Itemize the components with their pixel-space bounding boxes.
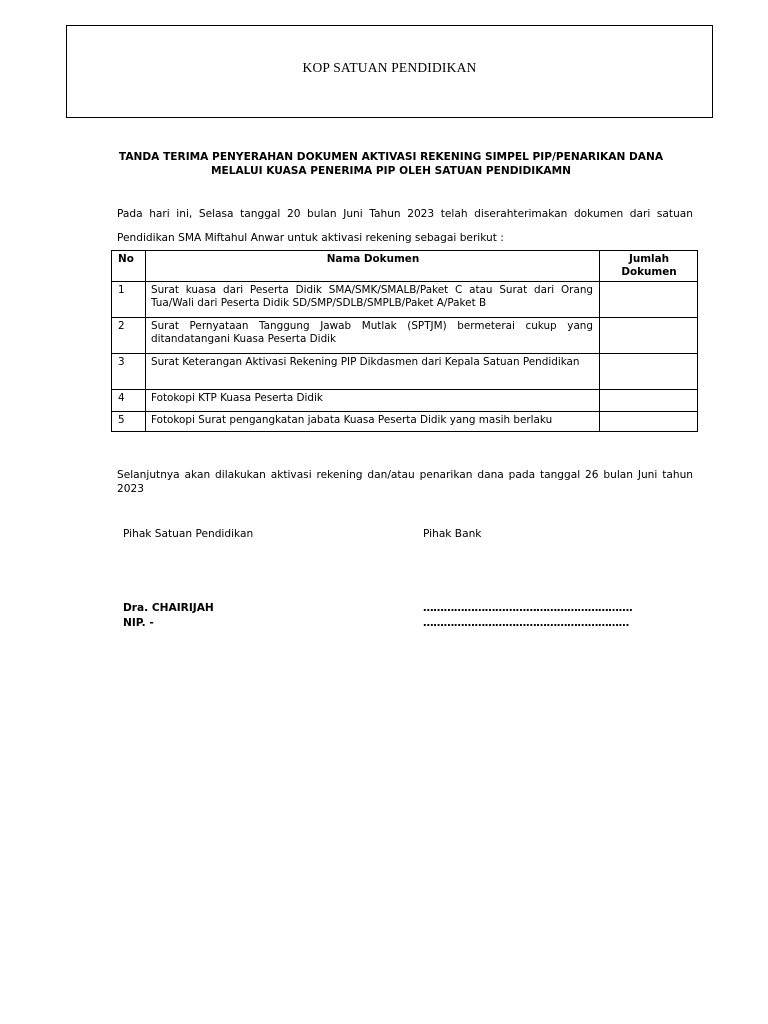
header-no: No xyxy=(112,251,146,282)
document-table xyxy=(111,250,698,432)
table-row xyxy=(112,318,698,354)
row-document-name: Fotokopi KTP Kuasa Peserta Didik xyxy=(146,390,600,412)
document-title-line-1: TANDA TERIMA PENYERAHAN DOKUMEN AKTIVASI REKENING SIMPEL PIP/PENARIKAN DANA xyxy=(118,151,664,163)
row-number: 4 xyxy=(112,390,146,412)
school-signatory-name: Dra. CHAIRIJAH xyxy=(123,602,214,614)
row-number: 3 xyxy=(112,354,146,390)
table-row xyxy=(112,390,698,412)
row-number: 1 xyxy=(112,282,146,318)
row-document-count xyxy=(600,412,698,432)
closing-paragraph: Selanjutnya akan dilakukan aktivasi rekening dan/atau penarikan dana pada tanggal 26 bulan Juni tahun 2023 xyxy=(117,469,693,495)
header-document-count: Jumlah Dokumen xyxy=(600,251,698,282)
bank-signatory-nip-blank: …………………………………………………… xyxy=(423,617,629,629)
row-document-name: Surat Pernyataan Tanggung Jawab Mutlak (SPTJM) bermeterai cukup yang ditandatangani Kuasa Peserta Didik xyxy=(146,318,600,354)
school-party-label: Pihak Satuan Pendidikan xyxy=(123,528,254,540)
row-number: 5 xyxy=(112,412,146,432)
school-signatory-nip: NIP. - xyxy=(123,617,154,629)
row-document-name: Surat Keterangan Aktivasi Rekening PIP Dikdasmen dari Kepala Satuan Pendidikan xyxy=(146,354,600,390)
row-document-count xyxy=(600,318,698,354)
table-header-row xyxy=(112,251,698,282)
row-document-count xyxy=(600,390,698,412)
table-row xyxy=(112,282,698,318)
row-number: 2 xyxy=(112,318,146,354)
bank-signatory-name-blank: ……………………………………………………. xyxy=(423,602,633,614)
row-document-name: Surat kuasa dari Peserta Didik SMA/SMK/SMALB/Paket C atau Surat dari Orang Tua/Wali dari Peserta Didik SD/SMP/SDLB/SMPLB/Paket A/Paket B xyxy=(146,282,600,318)
letterhead-title: KOP SATUAN PENDIDIKAN xyxy=(302,60,477,75)
bank-party-label: Pihak Bank xyxy=(423,528,482,540)
table-row xyxy=(112,354,698,390)
document-title-line-2: MELALUI KUASA PENERIMA PIP OLEH SATUAN PENDIDIKAMN xyxy=(210,165,572,177)
row-document-name: Fotokopi Surat pengangkatan jabata Kuasa Peserta Didik yang masih berlaku xyxy=(146,412,600,432)
intro-paragraph-line-1: Pada hari ini, Selasa tanggal 20 bulan Juni Tahun 2023 telah diserahterimakan dokumen dari satuan xyxy=(117,208,693,220)
header-document-name: Nama Dokumen xyxy=(146,251,600,282)
table-row xyxy=(112,412,698,432)
row-document-count xyxy=(600,354,698,390)
row-document-count xyxy=(600,282,698,318)
intro-paragraph-line-2: Pendidikan SMA Miftahul Anwar untuk aktivasi rekening sebagai berikut : xyxy=(117,232,504,244)
letterhead-box xyxy=(66,25,713,118)
